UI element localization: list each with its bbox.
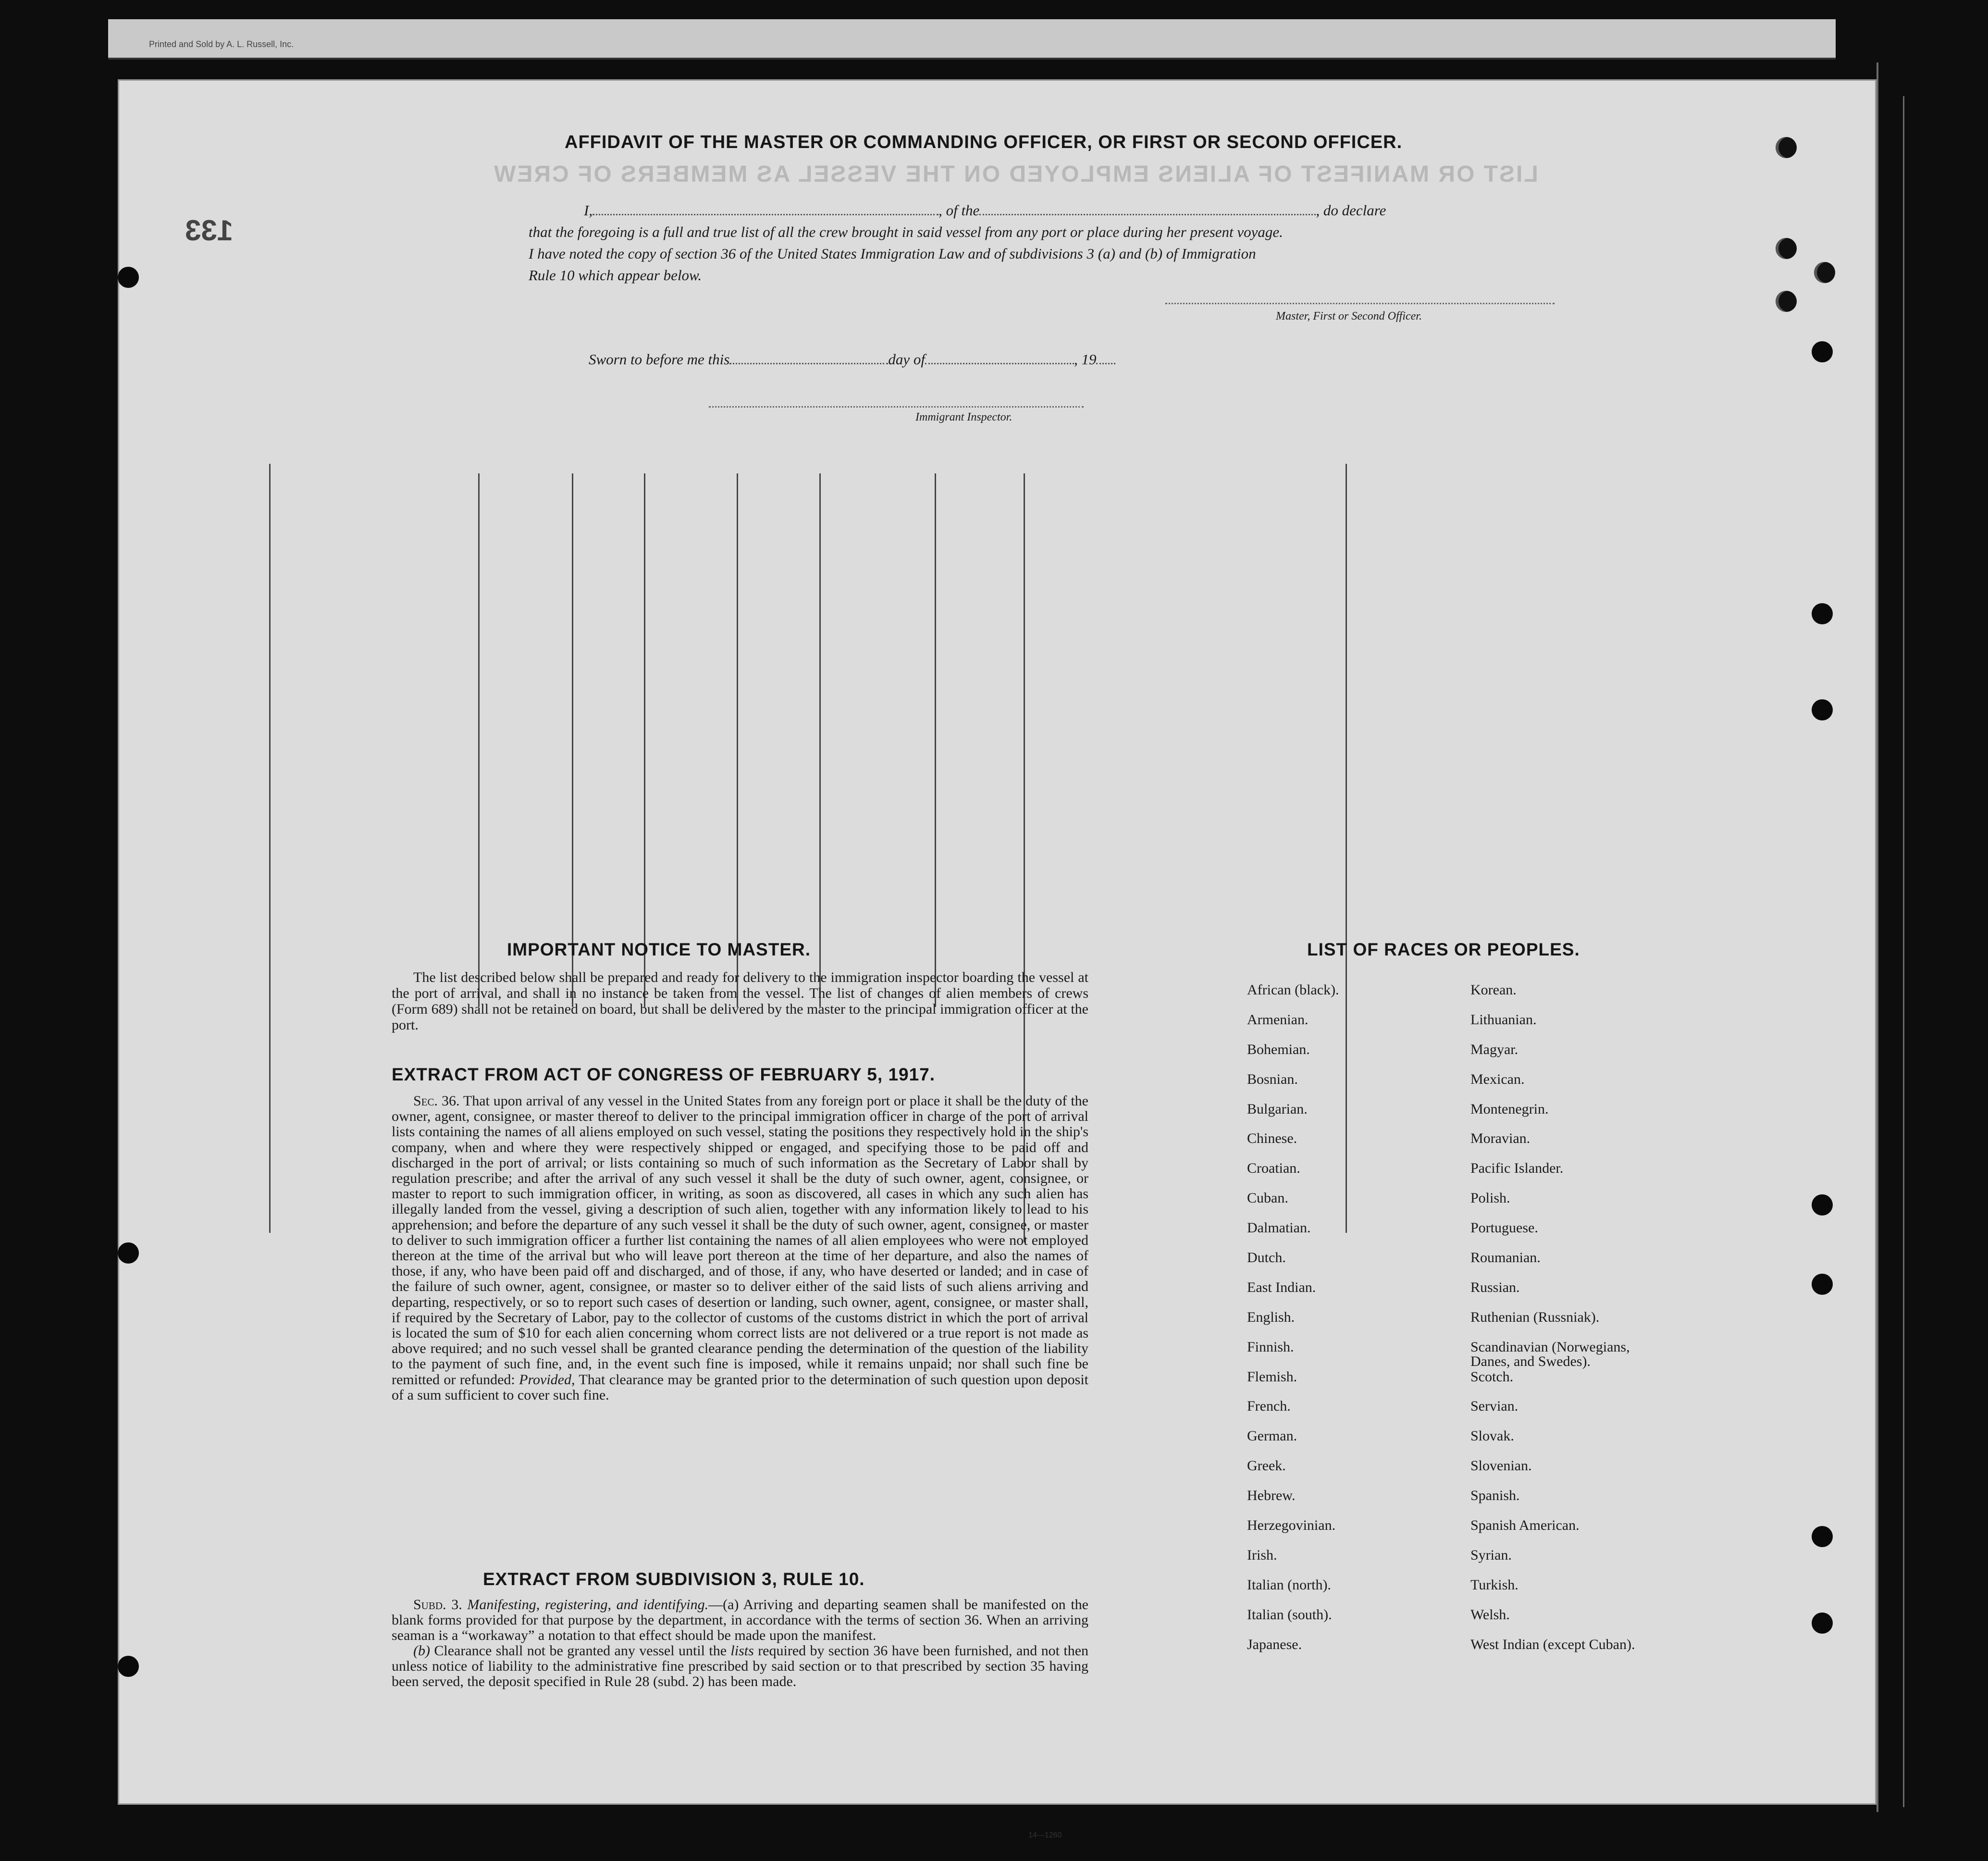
race-item: Moravian. xyxy=(1470,1130,1531,1147)
race-item: Spanish American. xyxy=(1470,1517,1580,1534)
notice-title: IMPORTANT NOTICE TO MASTER. xyxy=(507,940,811,959)
race-item: French. xyxy=(1247,1398,1291,1414)
race-item: Bohemian. xyxy=(1247,1041,1310,1057)
race-item: Scandinavian (Norwegians, Danes, and Swedes). xyxy=(1470,1339,1630,1369)
race-item: Bulgarian. xyxy=(1247,1101,1308,1117)
race-item: Turkish. xyxy=(1470,1576,1519,1593)
race-item: Flemish. xyxy=(1247,1368,1297,1385)
extract-rule-text: Subd. 3. Manifesting, registering, and identifying.—(a) Arriving and departing seamen shall be manifested on the blank forms provided for that purpose by the department, in accordance with the terms of section 36. When an arriving seaman is a “workaway” a notation to that effect should be made upon the manifest. (b) Clearance shall not be granted any vessel until the lists required by section 36 have been furnished, and not then unless notice of liability to the administrative fine prescribed by said section or to that prescribed by section 35 having been served, the deposit specified in Rule 28 (subd. 2) has been made. xyxy=(392,1597,1089,1689)
race-item: Polish. xyxy=(1470,1190,1510,1206)
column-rule xyxy=(737,473,738,1007)
race-item: Spanish. xyxy=(1470,1488,1520,1504)
race-item: Japanese. xyxy=(1247,1636,1302,1652)
manifest-page xyxy=(118,79,1877,1839)
punch-hole xyxy=(118,1656,139,1677)
race-item: Dutch. xyxy=(1247,1250,1286,1266)
race-item: Portuguese. xyxy=(1470,1220,1538,1236)
race-item: Dalmatian. xyxy=(1247,1220,1311,1236)
race-item: Roumanian. xyxy=(1470,1250,1541,1266)
race-item: Finnish. xyxy=(1247,1339,1294,1355)
race-item: Cuban. xyxy=(1247,1190,1288,1206)
master-signature-line xyxy=(1165,303,1555,304)
inspector-signature-line xyxy=(709,406,1084,408)
race-item: Syrian. xyxy=(1470,1547,1512,1563)
race-item: Bosnian. xyxy=(1247,1071,1298,1087)
race-item: Ruthenian (Russniak). xyxy=(1470,1309,1600,1325)
race-item: Scotch. xyxy=(1470,1368,1514,1385)
column-rule xyxy=(644,473,645,1007)
affidavit-title: AFFIDAVIT OF THE MASTER OR COMMANDING OFFICER, OR FIRST OR SECOND OFFICER. xyxy=(565,132,1403,152)
race-item: Croatian. xyxy=(1247,1160,1300,1177)
race-item: Herzegovinian. xyxy=(1247,1517,1336,1534)
column-rule xyxy=(572,473,573,1007)
master-signature-label: Master, First or Second Officer. xyxy=(1276,310,1422,323)
printer-note: Printed and Sold by A. L. Russell, Inc. xyxy=(149,39,294,49)
notice-text: The list described below shall be prepared and ready for delivery to the immigration inspector boarding the vessel at the port of arrival, and shall in no instance be taken from the vessel. The list of changes of alien members of crews (Form 689) shall not be retained on board, but shall be delivered by the master to the principal immigration officer at the port. xyxy=(392,969,1088,1033)
punch-hole xyxy=(1812,1274,1833,1295)
margin-number: 133 xyxy=(185,214,234,247)
punch-hole xyxy=(118,1242,139,1264)
race-item: West Indian (except Cuban). xyxy=(1470,1636,1635,1652)
affidavit-line-2: that the foregoing is a full and true list of all the crew brought in said vessel from any port or place during her present voyage. xyxy=(529,223,1283,240)
column-rule xyxy=(819,473,821,1007)
punch-hole xyxy=(1812,341,1833,362)
race-item: Chinese. xyxy=(1247,1130,1297,1147)
race-item: Welsh. xyxy=(1470,1606,1510,1623)
extract-act-text: Sec. 36. That upon arrival of any vessel in the United States from any foreign port or place it shall be the duty of the owner, agent, consignee, or master thereof to deliver to the principal immigration officer in charge of the port of arrival lists containing the names of all aliens employed on such vessel, stating the positions they respectively hold in the ship's company, when and where they were respectively shipped or engaged, and specifying those to be paid off and discharged in the port of arrival; or lists containing so much of such information as the Secretary of Labor shall by regulation prescribe; and after the arrival of any such vessel it shall be the duty of such owner, agent, consignee, or master to report to such immigration officer, in writing, as soon as discovered, all cases in which any such alien has illegally landed from the vessel, giving a description of such alien, together with any information likely to lead to his apprehension; and before the departure of any such vessel it shall be the duty of such owner, agent, consignee, or master to deliver to such immigration officer a further list containing the names of all alien employees who were not employed thereon at the time of the arrival but who will leave port thereon at the time of her departure, and also the names of those, if any, who have been paid off and discharged, and of those, if any, who have deserted or landed; and in case of the failure of such owner, agent, consignee, or master so to deliver either of the said lists of such aliens arriving and departing, respectively, or so to report such cases of desertion or landing, such owner, agent, consignee, or master shall, if required by the Secretary of Labor, pay to the collector of customs of the customs district in which the port of arrival is located the sum of $10 for each alien concerning whom correct lists are not delivered or a true report is not made as above required; and no such vessel shall be granted clearance pending the determination of the question of the liability to the payment of such fine, and, in the event such fine is imposed, while it remains unpaid; nor shall such fine be remitted or refunded: Provided, That clearance may be granted prior to the determination of such question upon deposit of a sum sufficient to cover such fine. xyxy=(392,1093,1089,1403)
race-item: Slovak. xyxy=(1470,1428,1514,1444)
race-item: Hebrew. xyxy=(1247,1488,1296,1504)
punch-hole xyxy=(1812,699,1833,720)
punch-hole xyxy=(1776,291,1797,312)
punch-hole xyxy=(1812,1526,1833,1547)
punch-hole xyxy=(118,267,139,288)
column-rule xyxy=(935,473,936,1007)
race-item: African (black). xyxy=(1247,982,1339,998)
inspector-label: Immigrant Inspector. xyxy=(915,411,1013,423)
race-item: Montenegrin. xyxy=(1470,1101,1549,1117)
form-number: 14—1260 xyxy=(1028,1831,1062,1839)
punch-hole xyxy=(1812,603,1833,624)
affidavit-line-3: I have noted the copy of section 36 of the United States Immigration Law and of subdivisions 3 (a) and (b) of Immigration xyxy=(529,245,1256,262)
races-title: LIST OF RACES OR PEOPLES. xyxy=(1307,940,1580,959)
affidavit-line-4: Rule 10 which appear below. xyxy=(529,267,702,284)
races-list-col1 xyxy=(1247,983,1449,1667)
bleed-through-title: LIST OR MANIFEST OF ALIENS EMPLOYED ON THE VESSEL AS MEMBERS OF CREW xyxy=(493,161,1538,187)
race-item: Italian (south). xyxy=(1247,1606,1332,1623)
frame-edge-right xyxy=(1877,62,1878,1812)
race-item: East Indian. xyxy=(1247,1279,1316,1295)
sworn-line: Sworn to before me this day of , 19 xyxy=(589,351,1115,368)
column-rule xyxy=(269,464,271,1233)
race-item: Italian (north). xyxy=(1247,1576,1331,1593)
extract-act-title: EXTRACT FROM ACT OF CONGRESS OF FEBRUARY 5, 1917. xyxy=(392,1065,936,1084)
race-item: Lithuanian. xyxy=(1470,1011,1537,1028)
race-item: Slovenian. xyxy=(1470,1458,1532,1474)
race-item: Servian. xyxy=(1470,1398,1519,1414)
section-label: Sec. 36. xyxy=(413,1093,460,1109)
punch-hole xyxy=(1812,1613,1833,1634)
race-item: Russian. xyxy=(1470,1279,1520,1295)
race-item: Irish. xyxy=(1247,1547,1277,1563)
race-item: Magyar. xyxy=(1470,1041,1519,1057)
frame-edge-right-outer xyxy=(1903,96,1904,1807)
race-item: German. xyxy=(1247,1428,1297,1444)
extract-rule-title: EXTRACT FROM SUBDIVISION 3, RULE 10. xyxy=(483,1569,865,1589)
back-sheet-strip xyxy=(108,19,1836,60)
race-item: Korean. xyxy=(1470,982,1517,998)
affidavit-line-1: I, , of the , do declare xyxy=(584,202,1386,219)
race-item: Greek. xyxy=(1247,1458,1286,1474)
race-item: Armenian. xyxy=(1247,1011,1309,1028)
race-item: Pacific Islander. xyxy=(1470,1160,1564,1177)
punch-hole xyxy=(1814,262,1835,283)
races-list-col2 xyxy=(1470,983,1740,1667)
race-item: English. xyxy=(1247,1309,1295,1325)
punch-hole xyxy=(1776,137,1797,158)
punch-hole xyxy=(1776,238,1797,259)
column-rule xyxy=(478,473,480,1007)
race-item: Mexican. xyxy=(1470,1071,1525,1087)
punch-hole xyxy=(1812,1194,1833,1216)
